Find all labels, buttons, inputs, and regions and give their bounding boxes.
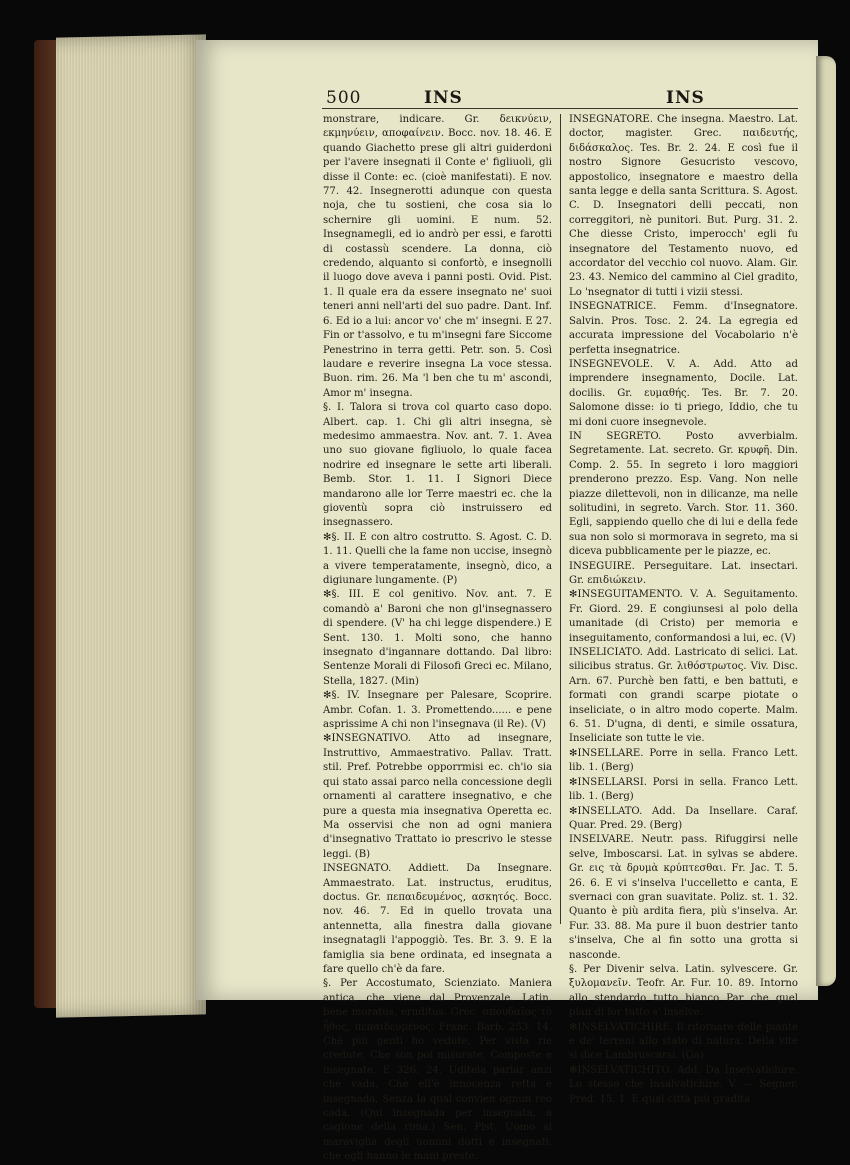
entry-paragraph: ✻INSELLARE. Porre in sella. Franco Lett. lib. 1. (Berg) xyxy=(569,747,798,774)
entry-paragraph: IN SEGRETO. Posto avverbialm. Segretamente. Lat. secreto. Gr. κρυφῆ. Din. Comp. 2. 55. In segreto i loro maggiori prenderono prezzo. Esp. Vang. Non nelle piazze dilettevoli, non in dilicanze, ma nelle solitudini, in segreto. Varch. Stor. 11. 360. Egli, sappiendo quello che di lui e della fede sua non solo si mormorava in segreto, ma si diceva pubblicamente per le piazze, ec. xyxy=(569,430,798,558)
entry-paragraph: INSEGNATRICE. Femm. d'Insegnatore. Salvin. Pros. Tosc. 2. 24. La egregia ed accurata impressione del Vocabolario n'è perfetta insegnatrice. xyxy=(569,301,798,356)
entry-paragraph: ✻INSEGNATIVO. Atto ad insegnare, Instruttivo, Ammaestrativo. Pallav. Tratt. stil. Pref. Potrebbe opporrmisi ec. ch'io sia qui stato assai parco nella concessione degli ornamenti al carattere insegnativo, e che pure a questa mia insegnativa Operetta ec. Ma osservisi che non ad ogni maniera d'insegnativo Trattato io prescrivo le stesse leggi. (B) xyxy=(323,733,552,860)
entry-paragraph: INSEGUIRE. Perseguitare. Lat. insectari. Gr. επιδιώκειν. xyxy=(569,560,798,586)
entry-paragraph: ✻INSELVATICHITO. Add. Da Inselvatichire. Lo stesso che Insalvatichire. V. — Segner. Pred. 15. 1. E qual città più gradita xyxy=(569,1064,798,1105)
column-divider xyxy=(560,114,561,924)
entry-paragraph: ✻INSEGUITAMENTO. V. A. Seguitamento. Fr. Giord. 29. E congiunsesi al polo della umanitade (di Cristo) per memoria e inseguitamento, conformandosi a lui, ec. (V) xyxy=(569,589,798,644)
entry-paragraph: INSEGNATO. Addiett. Da Insegnare. Ammaestrato. Lat. instructus, eruditus, doctus. Gr. πεπαιδευμένος, ασκητός. Bocc. nov. 46. 7. Ed in quello trovata una antennetta, alla finestra dalla giovane insegnatagli l'appoggiò. Tes. Br. 3. 9. E la famiglia sia bene ordinata, ed insegnata a fare quello ch'è da fare. xyxy=(323,863,552,975)
page-edges xyxy=(56,34,206,1017)
entry-paragraph: INSEGNATORE. Che insegna. Maestro. Lat. doctor, magister. Grec. παιδευτής, διδάσκαλος. Tes. Br. 2. 24. E così fue il nostro Signore Gesucristo vescovo, appostolico, insegnatore e maestro della santa legge e della santa Scrittura. S. Agost. C. D. Insegnatori delli peccati, non correggitori, nè punitori. But. Purg. 31. 2. Che diesse Cristo, imperocch' egli fu insegnatore del Testamento nuovo, ed accordator del vecchio col nuovo. Alam. Gir. 23. 43. Nemico del cammino al Ciel gradito, Lo 'nsegnator di tutti i vizii stessi. xyxy=(569,114,798,298)
entry-paragraph: ✻INSELVATICHIRE. Il ritornare delle piante e de' terreni allo stato di natura. Della vite si dice Lambruscarsi. (Ga) xyxy=(569,1021,798,1062)
entry-paragraph: §. I. Talora si trova col quarto caso dopo. Albert. cap. 1. Chi gli altri insegna, sè medesimo ammaestra. Nov. ant. 7. 1. Avea uno suo giovane figliuolo, lo quale facea nodrire ed insegnare le sette arti liberali. Bemb. Stor. 1. 11. I Signori Diece mandarono alle lor Terre maestri ec. che la gioventù sopra ciò instruissero ed insegnassero. xyxy=(323,402,552,529)
entry-paragraph: §. Per Divenir selva. Latin. sylvescere. Gr. ξυλομανεῖν. Teofr. Ar. Fur. 10. 89. Intorno allo stendardo tutto bianco Par che quel pian di lor tutto s' inselve. xyxy=(569,963,798,1019)
entry-paragraph: ✻INSELLARSI. Porsi in sella. Franco Lett. lib. 1. (Berg) xyxy=(569,776,798,803)
running-headword-left: INS xyxy=(424,88,463,108)
entry-paragraph: ✻INSELLATO. Add. Da Insellare. Caraf. Quar. Pred. 29. (Berg) xyxy=(569,805,798,831)
left-column xyxy=(323,113,552,1165)
right-column xyxy=(569,113,798,1107)
entry-paragraph: INSEGNEVOLE. V. A. Add. Atto ad imprendere insegnamento, Docile. Lat. docilis. Gr. ευμαθής. Tes. Br. 7. 20. Salomone disse: io ti priego, Iddio, che tu mi doni cuore insegnevole. xyxy=(569,358,798,428)
header-rule xyxy=(322,108,798,109)
entry-paragraph: ✻§. II. E con altro costrutto. S. Agost. C. D. 1. 11. Quelli che la fame non uccise, insegnò a vivere temperatamente, insegnò, dico, a digiunare lungamente. (P) xyxy=(323,531,552,586)
page-number: 500 xyxy=(326,88,362,108)
entry-paragraph: monstrare, indicare. Gr. δεικνύειν, εκμηνύειν, αποφαίνειν. Bocc. nov. 18. 46. E quando Giachetto prese gli altri guiderdoni per l'avere insegnati il Conte e' figliuoli, gli disse il Conte: ec. (cioè manifestati). E nov. 77. 42. Insegnerotti adunque con questa noja, che tu sostieni, che cosa sia lo schernire gli uomini. E num. 52. Insegnamegli, ed io andrò per essi, e farotti di costassù scendere. La donna, ciò credendo, alquanto si confortò, e insegnolli il luogo dove aveva i panni posti. Ovid. Pist. 1. Il quale era da essere insegnato ne' suoi teneri anni nell'arti del suo padre. Dant. Inf. 6. Ed io a lui: ancor vo' che m' insegni. E 27. Fin or t'assolvo, e tu m'insegni fare Siccome Penestrino in terra getti. Petr. son. 5. Così laudare e reverire insegna La voce stessa. Buon. rim. 26. Ma 'l ben che tu m' ascondi, Amor m' insegna. xyxy=(323,114,552,399)
entry-paragraph: §. Per Accostumato, Scienziato. Maniera antica, che viene dal Provenzale. Latin. bene moratus, eruditus. Grec. σπουδαῖος τὸ ἦθος, πεπαιδευμένος. Franc. Barb. 253. 14. Chè più genti ho vedute, Per vista rie credute, Che son poi misurate, Composte e insegnate. E 326. 24. Uditela parlar anzi che vada, Chè ell'è innocenza retta e insegnada, Senza la qual convien ognun reo cada. (Qui insegnada per insegnata, a cagione della rima.) Sen. Pist. Uomo si maraviglia degli uomini dotti e insegnati, che egli hanno le mani preste. xyxy=(323,978,552,1163)
running-headword-right: INS xyxy=(666,88,705,108)
entry-paragraph: ✻§. III. E col genitivo. Nov. ant. 7. E comandò a' Baroni che non gl'insegnassero di spendere. (V' ha chi legge dispendere.) E Sent. 130. 1. Molti sono, che hanno insegnato d'ingannare dottando. Dal libro: Sentenze Morali di Filosofi Greci ec. Milano, Stella, 1827. (Min) xyxy=(323,589,552,687)
entry-paragraph: INSELICIATO. Add. Lastricato di selici. Lat. silicibus stratus. Gr. λιθόστρωτος. Viv. Disc. Arn. 67. Purchè ben fatti, e ben battuti, e formati con grandi scarpe piotate o inseliciate, o in altro modo coperte. Malm. 6. 51. D'ugna, di denti, e simile ossatura, Inseliciate son tutte le vie. xyxy=(569,647,798,745)
facing-page-edge xyxy=(816,56,836,986)
entry-paragraph: INSELVARE. Neutr. pass. Rifuggirsi nelle selve, Imboscarsi. Lat. in sylvas se abdere. Gr. εις τὰ δρυμὰ κρύπτεσθαι. Fr. Jac. T. 5. 26. 6. E vi s'inselva l'uccelletto e canta, E svernaci con gran suavitate. Poliz. st. 1. 32. Quanto è più ardita fiera, più s'inselva. Ar. Fur. 33. 88. Ma pure il buon destrier tanto s'inselva, Che al fin sotto una grotta si nasconde. xyxy=(569,834,798,961)
entry-paragraph: ✻§. IV. Insegnare per Palesare, Scoprire. Ambr. Cofan. 1. 3. Promettendo...... e pene asprissime A chi non l'insegnava (il Re). (V) xyxy=(323,690,552,731)
